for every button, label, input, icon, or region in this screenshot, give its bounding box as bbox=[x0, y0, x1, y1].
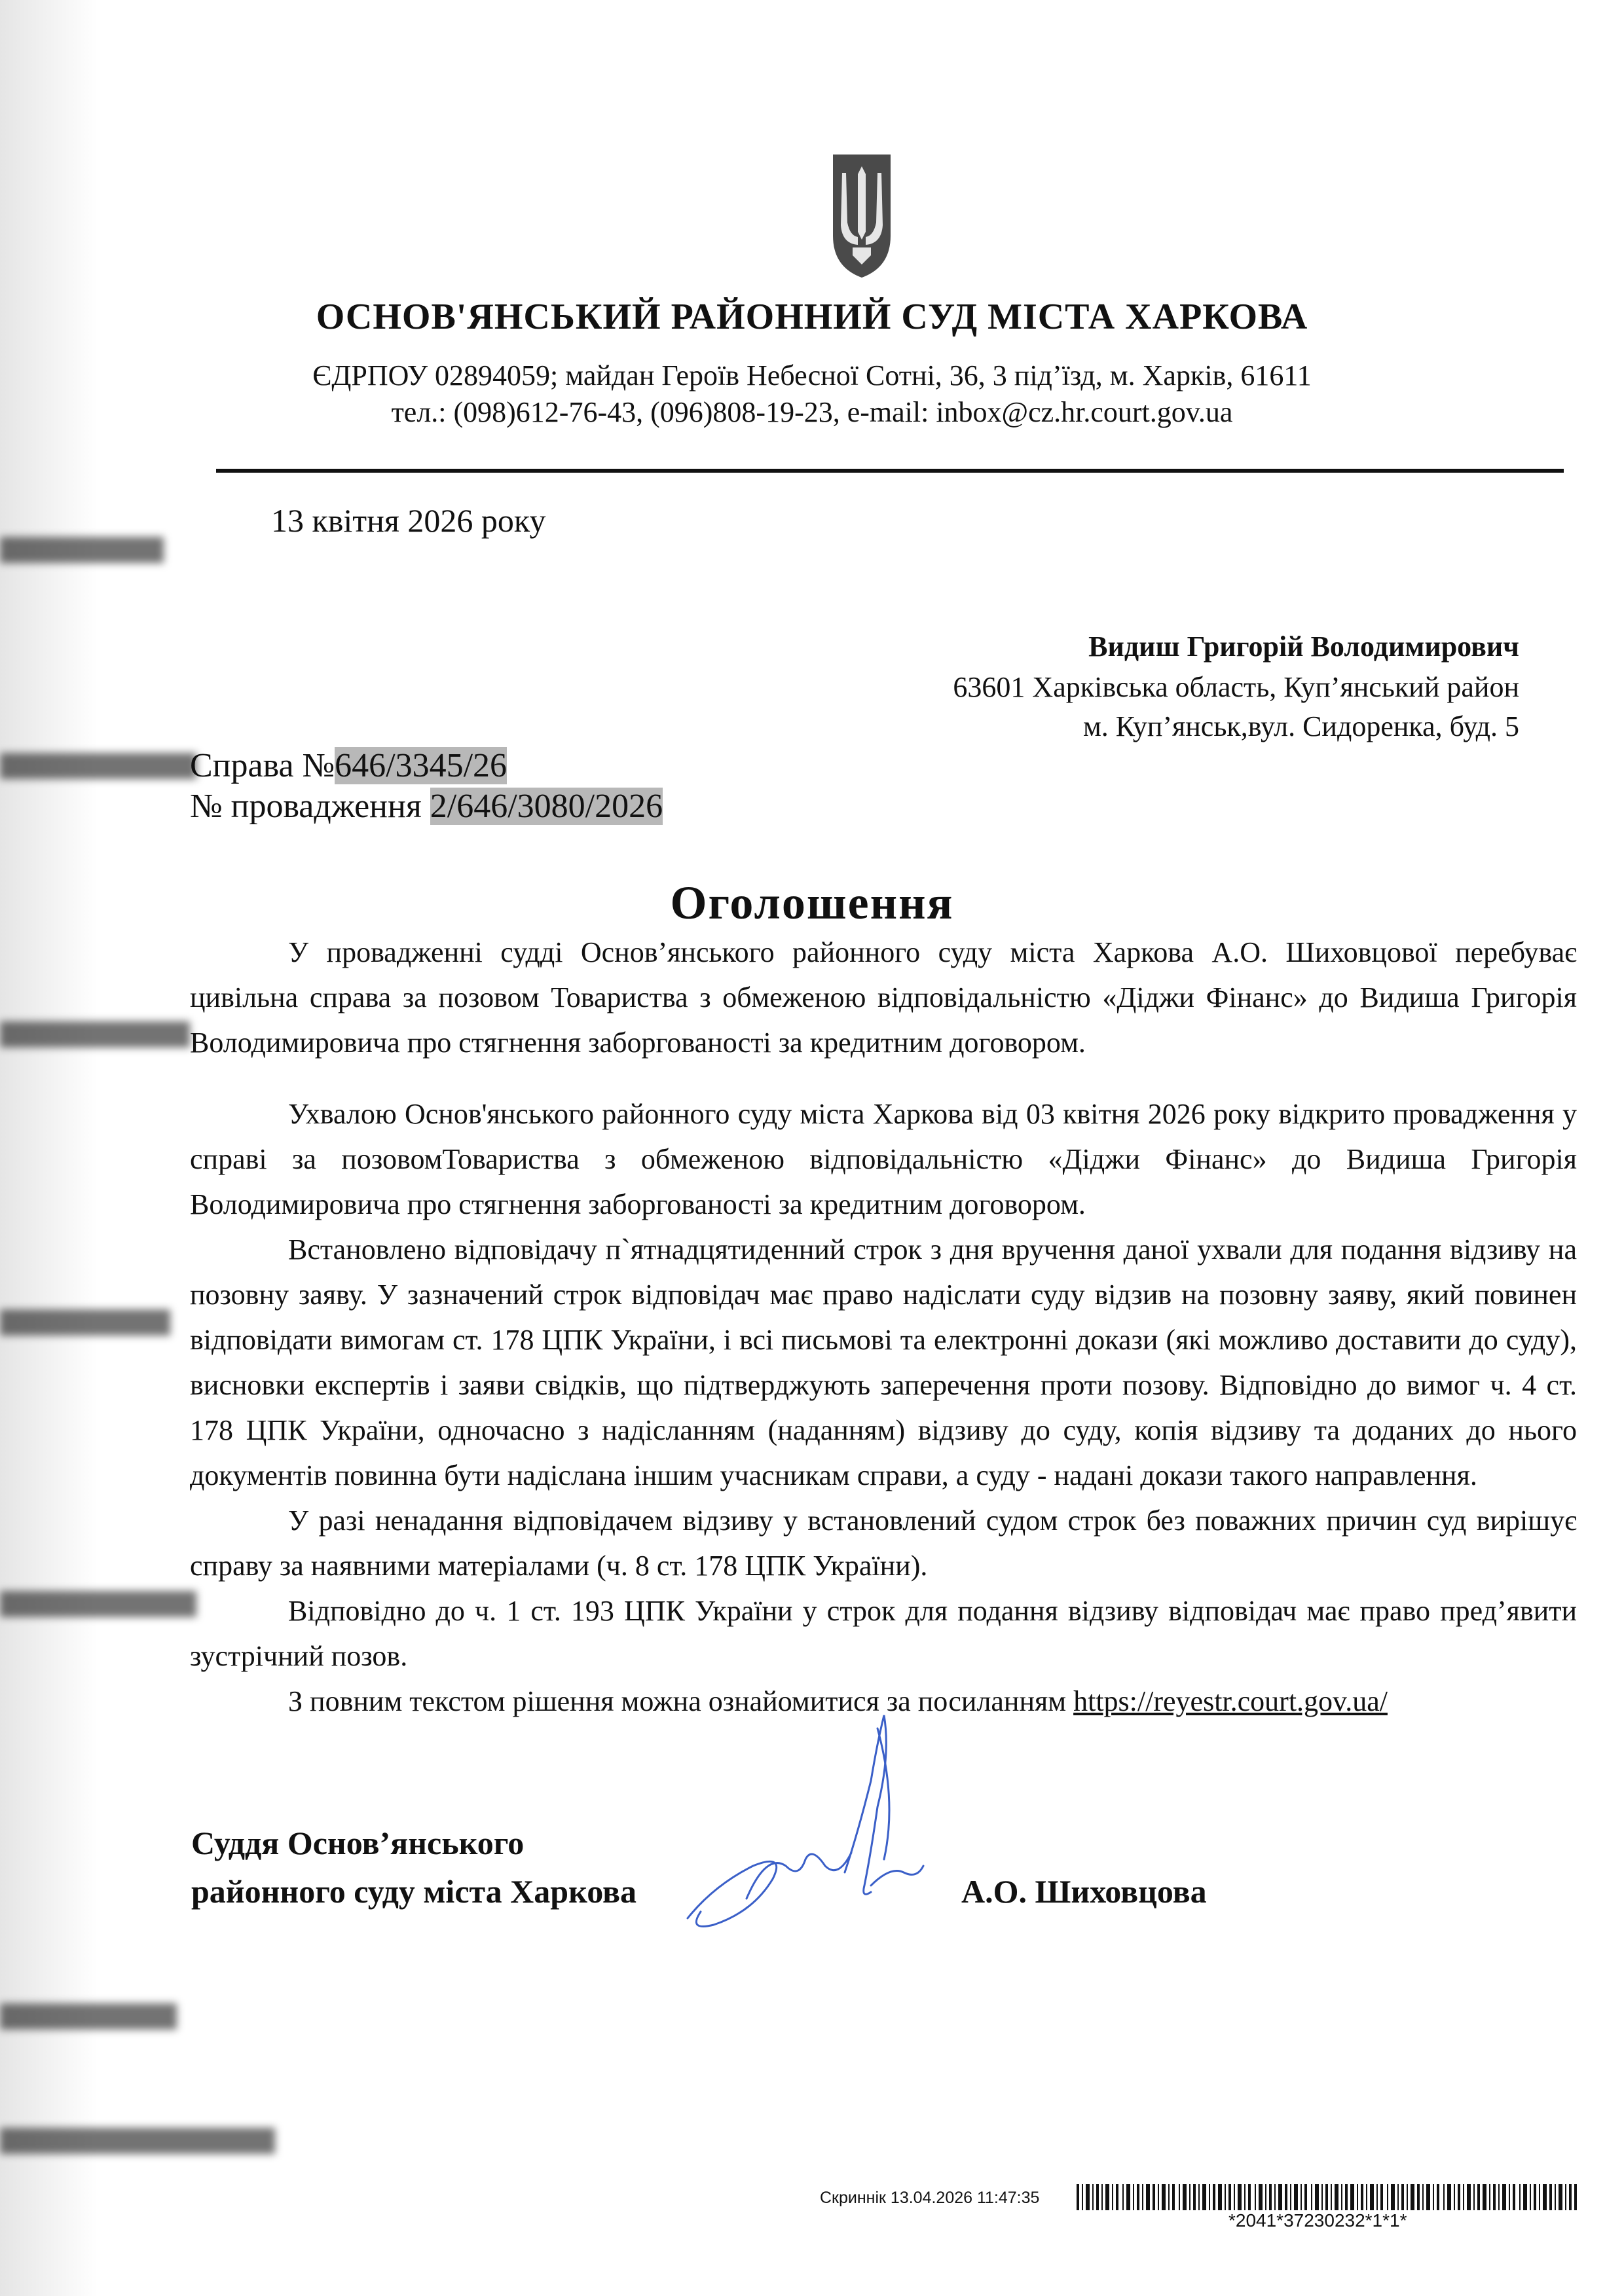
case-label: Справа № bbox=[190, 747, 335, 784]
scan-bleed bbox=[0, 537, 164, 563]
registry-link[interactable]: https://reyestr.court.gov.ua/ bbox=[1073, 1685, 1388, 1717]
barcode-number: *2041*37230232*1*1* bbox=[1228, 2210, 1407, 2231]
addressee-address-line-1: 63601 Харківська область, Куп’янський район bbox=[953, 671, 1519, 703]
scanner-stamp: Скриннік 13.04.2026 11:47:35 bbox=[820, 2189, 1040, 2207]
announcement-body bbox=[190, 930, 1577, 1724]
court-name: ОСНОВ'ЯНСЬКИЙ РАЙОННИЙ СУД МІСТА ХАРКОВА bbox=[316, 297, 1308, 337]
judge-name: А.О. Шиховцова bbox=[961, 1873, 1207, 1910]
case-number bbox=[190, 746, 507, 785]
paragraph: У провадженні судді Основ’янського районного суду міста Харкова А.О. Шиховцової перебуває цивільна справа за позовом Товариства з обмеженою відповідальністю «Діджи Фінанс» до Видиша Григорія Володимировича про стягнення заборгованості за кредитним договором. bbox=[190, 936, 1577, 1059]
scan-bleed bbox=[0, 2128, 275, 2154]
proceeding-number bbox=[190, 787, 663, 826]
paragraph: Встановлено відповідачу п`ятнадцятиденний строк з дня вручення даної ухвали для подання відзиву на позовну заяву. У зазначений строк відповідач має право надіслати суду відзив на позовну заяву, який повинен відповідати вимогам ст. 178 ЦПК України, і всі письмові та електронні докази (які можливо доставити до суду), висновки експертів і заяви свідків, що підтверджують заперечення проти позову. Відповідно до вимог ч. 4 ст. 178 ЦПК України, одночасно з надісланням (наданням) відзиву до суду, копія відзиву та доданих до нього документів повинна бути надіслана іншим учасникам справи, а суду - надані докази такого направлення. bbox=[190, 1233, 1577, 1491]
trident-emblem-icon bbox=[830, 152, 893, 280]
scan-bleed bbox=[0, 1591, 196, 1617]
barcode bbox=[1077, 2184, 1577, 2210]
proceeding-label: № провадження bbox=[190, 788, 430, 825]
scan-bleed bbox=[0, 753, 196, 779]
scan-bleed bbox=[0, 1309, 170, 1336]
paragraph: У разі ненадання відповідачем відзиву у встановлений судом строк без поважних причин суд вирішує справу за наявними матеріалами (ч. 8 ст. 178 ЦПК України). bbox=[190, 1504, 1577, 1582]
handwritten-signature bbox=[674, 1702, 950, 1977]
addressee-name: Видиш Григорій Володимирович bbox=[1088, 630, 1519, 663]
paragraph: Відповідно до ч. 1 ст. 193 ЦПК України у строк для подання відзиву відповідач має право пред’явити зустрічний позов. bbox=[190, 1595, 1577, 1672]
scan-bleed bbox=[0, 2003, 177, 2030]
court-address: ЄДРПОУ 02894059; майдан Героїв Небесної Сотні, 36, 3 під’їзд, м. Харків, 61611 bbox=[312, 359, 1312, 392]
paragraph: Ухвалою Основ'янського районного суду міста Харкова від 03 квітня 2026 року відкрито провадження у справі за позовомТовариства з обмеженою відповідальністю «Діджи Фінанс» до Видиша Григорія Володимировича про стягнення заборгованості за кредитним договором. bbox=[190, 1098, 1577, 1220]
scan-bleed bbox=[0, 1021, 190, 1048]
addressee-address-line-2: м. Куп’янськ,вул. Сидоренка, буд. 5 bbox=[1082, 710, 1519, 742]
signature-title-line-2: районного суду міста Харкова bbox=[191, 1873, 637, 1910]
scan-edge-shadow bbox=[0, 0, 98, 2296]
letter-date: 13 квітня 2026 року bbox=[271, 502, 546, 539]
court-contacts: тел.: (098)612-76-43, (096)808-19-23, e-mail: inbox@cz.hr.court.gov.ua bbox=[391, 396, 1233, 428]
header-rule bbox=[216, 469, 1564, 473]
signature-title-line-1: Суддя Основ’янського bbox=[191, 1825, 525, 1861]
case-number-value: 646/3345/26 bbox=[335, 747, 507, 784]
proceeding-number-value: 2/646/3080/2026 bbox=[430, 788, 663, 825]
document-title: Оголошення bbox=[670, 877, 954, 929]
link-intro: З повним текстом рішення можна ознайомитися за посиланням bbox=[288, 1685, 1074, 1717]
